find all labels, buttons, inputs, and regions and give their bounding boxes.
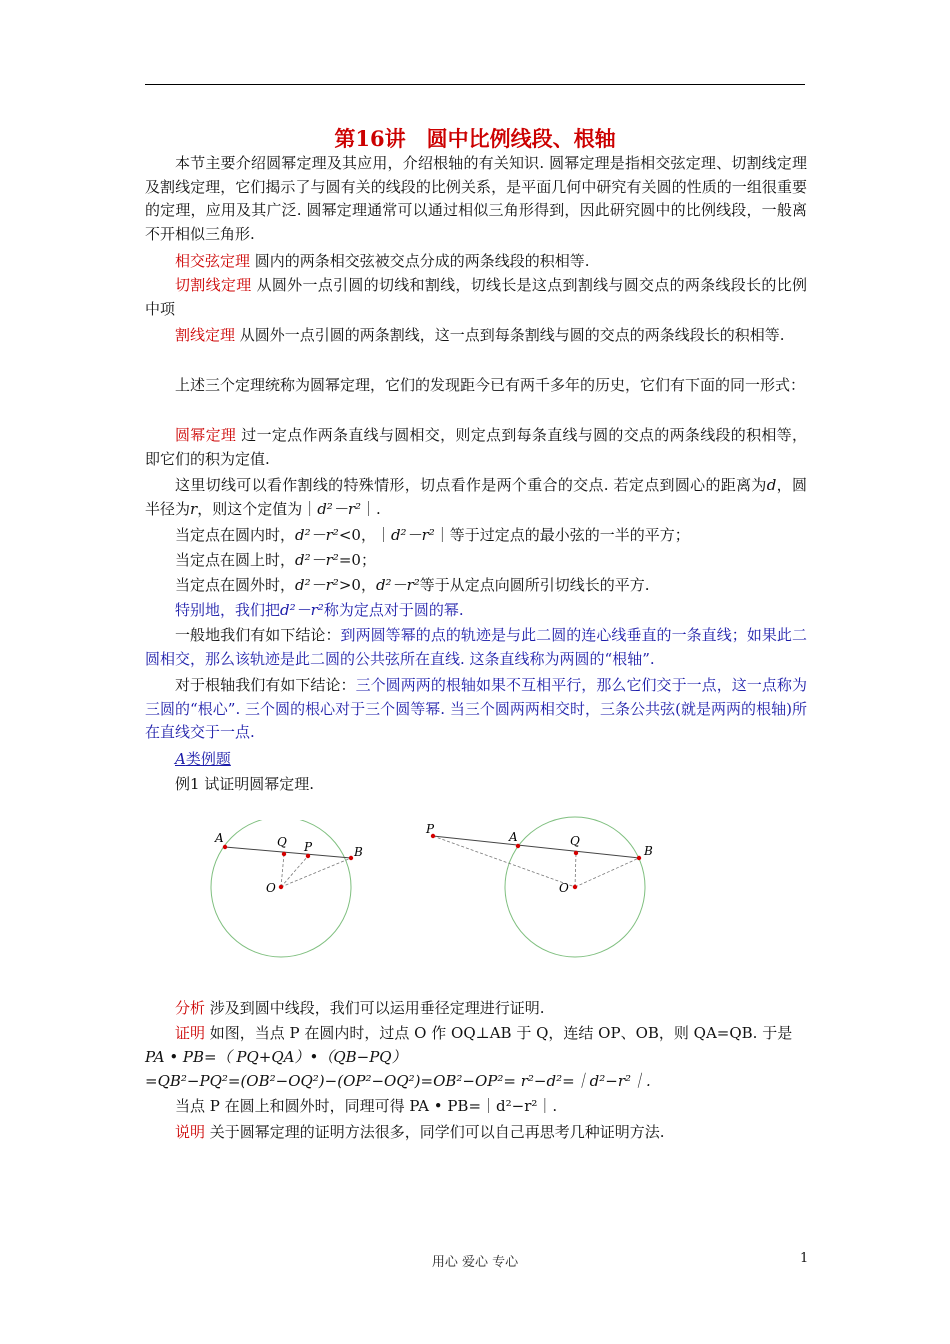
label-p: P — [426, 822, 435, 836]
analysis-paragraph: 分析 涉及到圆中线段，我们可以运用垂径定理进行证明. — [175, 999, 545, 1017]
point-b — [637, 856, 641, 860]
label-p: P — [304, 840, 313, 854]
figure-point-outside — [420, 815, 670, 975]
theorem-tangent-secant — [145, 274, 807, 321]
segment-ob — [575, 858, 639, 887]
page-title: 第16讲 圆中比例线段、根轴 — [334, 126, 616, 151]
proof-conclusion: 当点 P 在圆上和圆外时，同理可得 PA • PB=｜d²−r²｜. — [175, 1097, 558, 1115]
point-p — [306, 854, 310, 858]
label-b: B — [644, 844, 653, 858]
point-a — [516, 844, 520, 848]
page-number: 1 — [800, 1251, 809, 1266]
label-a: A — [215, 831, 224, 845]
case-outside: 当定点在圆外时，d²－r²>0，d²－r²等于从定点向圆所引切线长的平方. — [175, 576, 650, 594]
label-q: Q — [277, 835, 287, 849]
theorem-name: 切割线定理 — [175, 276, 252, 294]
power-definition: 特别地，我们把d²－r²称为定点对于圆的幂. — [175, 601, 464, 619]
figure-point-inside — [200, 820, 370, 970]
section-heading-a: A类例题 — [175, 750, 231, 768]
point-q — [282, 852, 286, 856]
label-o: O — [266, 881, 276, 895]
theorem-text: 过一定点作两条直线与圆相交，则定点到每条直线与圆的交点的两条线段的积相等，即它们的积为定值. — [145, 426, 807, 468]
label-q: Q — [570, 834, 580, 848]
intro-paragraph: 本节主要介绍圆幂定理及其应用，介绍根轴的有关知识. 圆幂定理是指相交弦定理、切割线定理及割线定理，它们揭示了与圆有关的线段的比例关系，是平面几何中研究有关圆的性质的一组很重要的定理，应用及其广泛. 圆幂定理通常可以通过相似三角形得到，因此研究圆中的比例线段，一般离不开相似三角形. — [145, 154, 807, 243]
theorem-text: 圆内的两条相交弦被交点分成的两条线段的积相等. — [250, 252, 590, 270]
case-on: 当定点在圆上时，d²－r²=0； — [175, 551, 376, 569]
segment-op — [281, 856, 308, 887]
segment-ob — [281, 858, 351, 887]
point-o — [279, 885, 283, 889]
note-paragraph: 说明 关于圆幂定理的证明方法很多，同学们可以自己再思考几种证明方法. — [175, 1123, 665, 1141]
point-a — [223, 845, 227, 849]
label-a: A — [509, 830, 518, 844]
chord-ab — [225, 847, 351, 858]
segment-oq — [281, 854, 284, 887]
theorem-text: 从圆外一点引圆的两条割线，这一点到每条割线与圆的交点的两条线段长的积相等. — [235, 326, 785, 344]
segment-oq — [575, 853, 576, 887]
theorem-name: 割线定理 — [175, 326, 236, 344]
tangent-note: 这里切线可以看作割线的特殊情形，切点看作是两个重合的交点. 若定点到圆心的距离为d，圆半径为r，则这个定值为｜d²－r²｜. — [145, 476, 807, 518]
proof-equation-2: =QB²−PQ²=(OB²−OQ²)−(OP²−OQ²)=OB²−OP²= r²−d²=｜d²−r²｜. — [145, 1072, 651, 1090]
theorem-name: 相交弦定理 — [175, 252, 251, 270]
radical-axis-paragraph: 一般地我们有如下结论：到两圆等幂的点的轨迹是与此二圆的连心线垂直的一条直线；如果此二圆相交，那么该轨迹是此二圆的公共弦所在直线. 这条直线称为两圆的“根轴”. — [145, 626, 807, 668]
label-b: B — [354, 845, 363, 859]
example-1: 例1 试证明圆幂定理. — [175, 775, 315, 793]
header-rule — [145, 84, 805, 85]
summary-paragraph: 上述三个定理统称为圆幂定理，它们的发现距今已有两千多年的历史，它们有下面的同一形式： — [175, 376, 806, 394]
page-footer: 用心 爱心 专心 — [431, 1255, 519, 1270]
theorem-text: 从圆外一点引圆的切线和割线，切线长是这点到割线与圆交点的两条线段长的比例中项 — [145, 276, 807, 318]
radical-center-paragraph: 对于根轴我们有如下结论：三个圆两两的根轴如果不互相平行，那么它们交于一点，这一点称为三圆的“根心”. 三个圆的根心对于三个圆等幂. 当三个圆两两相交时，三条公共弦(就是两两的根轴)所在直线交于一点. — [145, 676, 807, 741]
theorem-power-of-point — [145, 424, 807, 471]
point-o — [573, 885, 577, 889]
proof-equation-1: PA • PB=（ PQ+QA）•（QB−PQ） — [145, 1048, 407, 1066]
proof-paragraph: 证明 如图，当点 P 在圆内时，过点 O 作 OQ⊥AB 于 Q，连结 OP、OB，则 QA=QB. 于是 — [175, 1024, 793, 1042]
label-o: O — [559, 881, 569, 895]
theorem-name: 圆幂定理 — [175, 426, 237, 444]
point-b — [349, 856, 353, 860]
case-inside: 当定点在圆内时，d²－r²<0，｜d²－r²｜等于过定点的最小弦的一半的平方； — [175, 526, 690, 544]
theorem-intersecting-chords — [145, 250, 807, 274]
theorem-secants — [145, 324, 807, 348]
point-q — [574, 851, 578, 855]
